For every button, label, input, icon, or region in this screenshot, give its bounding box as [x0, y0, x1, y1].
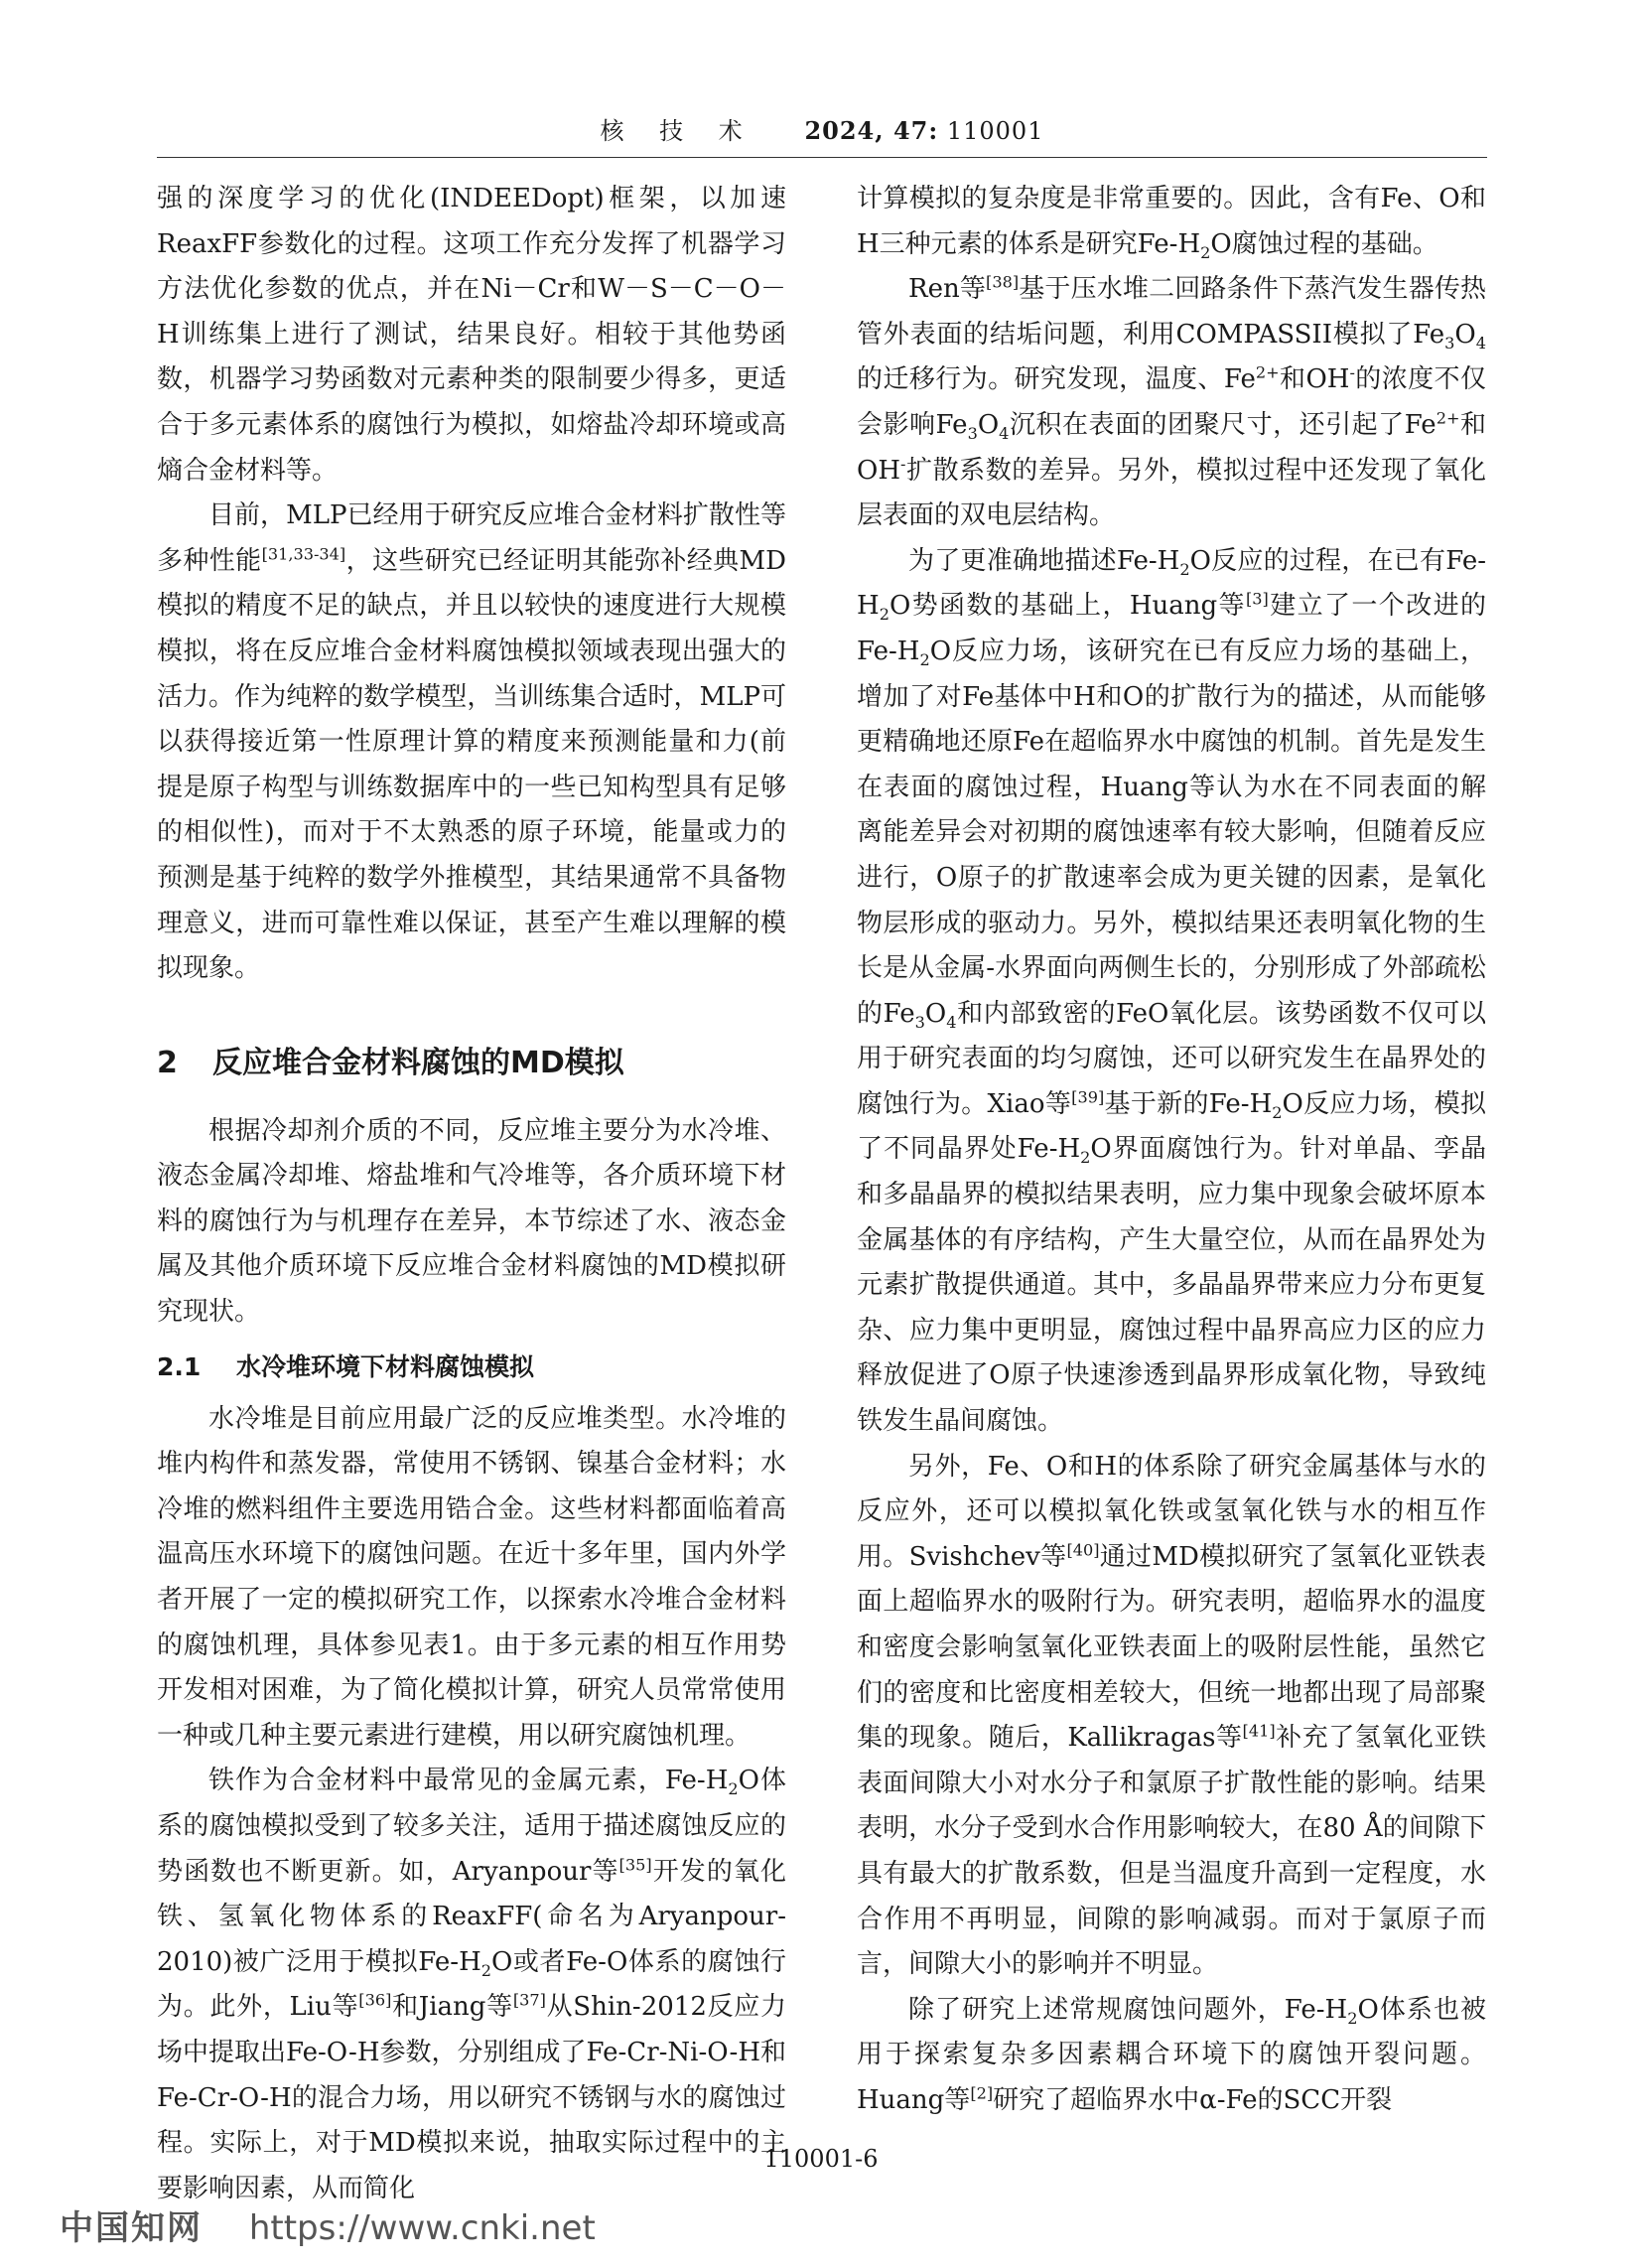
subsection-title: 水冷堆环境下材料腐蚀模拟 [236, 1351, 535, 1381]
cnki-url[interactable]: https://www.cnki.net [248, 2208, 596, 2248]
left-column [157, 177, 786, 2211]
paragraph: Ren等[38]基于压水堆二回路条件下蒸汽发生器传热管外表面的结垢问题，利用COMPASSII模拟了$Fe_3O_4$的迁移行为。研究发现，温度、$Fe^{2+}$和OH-的浓度不仅会影响$Fe_3O_4$沉积在表面的团聚尺寸，还引起了$Fe^{2+}$和OH-扩散系数的差异。另外，模拟过程中还发现了氧化层表面的双电层结构。 [857, 272, 1486, 531]
paragraph: 铁作为合金材料中最常见的金属元素，$Fe-H_2O$体系的腐蚀模拟受到了较多关注，适用于描述腐蚀反应的势函数也不断更新。如，Aryanpour等[35]开发的氧化铁、氢氧化物体系的ReaxFF(命名为Aryanpour-2010)被广泛用于模拟$Fe-H_2O$或者Fe-O体系的腐蚀行为。此外，Liu等[36]和Jiang等[37]从Shin-2012反应力场中提取出Fe-O-H参数，分别组成了Fe-Cr-Ni-O-H和Fe-Cr-O-H的混合力场，用以研究不锈钢与水的腐蚀过程。实际上，对于MD模拟来说，抽取实际过程中的主要影响因素，从而简化 [157, 1766, 787, 2203]
paragraph: 计算模拟的复杂度是非常重要的。因此，含有Fe、O和H三种元素的体系是研究$Fe-H_2O$腐蚀过程的基础。 [857, 184, 1486, 262]
article-id: 110001 [946, 117, 1044, 145]
citation-ref[interactable]: [41] [1242, 1721, 1276, 1741]
section-title: 反应堆合金材料腐蚀的MD模拟 [212, 1045, 624, 1080]
paragraph: 为了更准确地描述$Fe-H_2O$反应的过程，在已有$Fe-H_2O$势函数的基础上，Huang等[3]建立了一个改进的$Fe-H_2O$反应力场，该研究在已有反应力场的基础上，增加了对Fe基体中H和O的扩散行为的描述，从而能够更精确地还原Fe在超临界水中腐蚀的机制。首先是发生在表面的腐蚀过程，Huang等认为水在不同表面的解离能差异会对初期的腐蚀速率有较大影响，但随着反应进行，O原子的扩散速率会成为更关键的因素，是氧化物层形成的驱动力。另外，模拟结果还表明氧化物的生长是从金属-水界面向两侧生长的，分别形成了外部疏松的$Fe_3O_4$和内部致密的FeO氧化层。该势函数不仅可以用于研究表面的均匀腐蚀，还可以研究发生在晶界处的腐蚀行为。Xiao等[39]基于新的$Fe-H_2O$反应力场，模拟了不同晶界处$Fe-H_2O$界面腐蚀行为。针对单晶、孪晶和多晶晶界的模拟结果表明，应力集中现象会破坏原本金属基体的有序结构，产生大量空位，从而在晶界处为元素扩散提供通道。其中，多晶晶界带来应力分布更复杂、应力集中更明显，腐蚀过程中晶界高应力区的应力释放促进了O原子快速渗透到晶界形成氧化物，导致纯铁发生晶间腐蚀。 [857, 545, 1487, 1437]
paragraph: 目前，MLP已经用于研究反应堆合金材料扩散性等多种性能[31,33-34]，这些研究已经证明其能弥补经典MD模拟的精度不足的缺点，并且以较快的速度进行大规模模拟，将在反应堆合金材料腐蚀模拟领域表现出强大的活力。作为纯粹的数学模型，当训练集合适时，MLP可以获得接近第一性原理计算的精度来预测能量和力(前提是原子构型与训练数据库中的一些已知构型具有足够的相似性)，而对于不太熟悉的原子环境，能量或力的预测是基于纯粹的数学外推模型，其结果通常不具备物理意义，进而可靠性难以保证，甚至产生难以理解的模拟现象。 [157, 500, 786, 984]
citation-ref[interactable]: [31,33-34] [261, 544, 346, 564]
paragraph: 水冷堆是目前应用最广泛的反应堆类型。水冷堆的堆内构件和蒸发器，常使用不锈钢、镍基合金材料；水冷堆的燃料组件主要选用锆合金。这些材料都面临着高温高压水环境下的腐蚀问题。在近十多年里，国内外学者开展了一定的模拟研究工作，以探索水冷堆合金材料的腐蚀机理，具体参见表1。由于多元素的相互作用势开发相对困难，为了简化模拟计算，研究人员常常使用一种或几种主要元素进行建模，用以研究腐蚀机理。 [157, 1403, 786, 1751]
citation-ref[interactable]: [36] [358, 1990, 392, 2010]
citation-ref[interactable]: [3] [1245, 589, 1269, 609]
section-heading [157, 1042, 786, 1085]
watermark-footer [60, 2200, 596, 2248]
paragraph: 除了研究上述常规腐蚀问题外，$Fe-H_2O$体系也被用于探索复杂多因素耦合环境下的腐蚀开裂问题。Huang等[2]研究了超临界水中α-Fe的SCC开裂 [857, 1994, 1486, 2115]
right-column [857, 177, 1486, 2124]
citation-ref[interactable]: [2] [970, 2083, 994, 2103]
year-volume: 2024, 47: [804, 116, 939, 145]
citation-ref[interactable]: [37] [512, 1990, 546, 2010]
section-number: 2 [157, 1045, 178, 1080]
header-rule [157, 157, 1487, 158]
page-number: 110001-6 [763, 2145, 879, 2173]
subsection-heading [157, 1346, 786, 1389]
citation-ref[interactable]: [35] [618, 1854, 652, 1874]
paragraph: 强的深度学习的优化(INDEEDopt)框架，以加速ReaxFF参数化的过程。这项工作充分发挥了机器学习方法优化参数的优点，并在Ni－Cr和W－S－C－O－H训练集上进行了测试，结果良好。相较于其他势函数，机器学习势函数对元素种类的限制要少得多，更适合于多元素体系的腐蚀行为模拟，如熔盐冷却环境或高熵合金材料等。 [157, 184, 786, 486]
cnki-logo-text: 中国知网 [60, 2208, 203, 2248]
journal-name: 核 技 术 [600, 117, 756, 145]
citation-ref[interactable]: [38] [986, 272, 1020, 292]
citation-ref[interactable]: [40] [1066, 1540, 1100, 1560]
citation-ref[interactable]: [39] [1071, 1087, 1105, 1107]
subsection-number: 2.1 [157, 1351, 202, 1381]
paragraph: 另外，Fe、O和H的体系除了研究金属基体与水的反应外，还可以模拟氧化铁或氢氧化铁与水的相互作用。Svishchev等[40]通过MD模拟研究了氢氧化亚铁表面上超临界水的吸附行为。研究表明，超临界水的温度和密度会影响氢氧化亚铁表面上的吸附层性能，虽然它们的密度和比密度相差较大，但统一地都出现了局部聚集的现象。随后，Kallikragas等[41]补充了氢氧化亚铁表面间隙大小对水分子和氯原子扩散性能的影响。结果表明，水分子受到水合作用影响较大，在80 Å的间隙下具有最大的扩散系数，但是当温度升高到一定程度，水合作用不再明显，间隙的影响减弱。而对于氯原子而言，间隙大小的影响并不明显。 [857, 1451, 1486, 1980]
paragraph: 根据冷却剂介质的不同，反应堆主要分为水冷堆、液态金属冷却堆、熔盐堆和气冷堆等，各介质环境下材料的腐蚀行为与机理存在差异，本节综述了水、液态金属及其他介质环境下反应堆合金材料腐蚀的MD模拟研究现状。 [157, 1115, 786, 1328]
citation [804, 117, 1043, 145]
running-header [157, 111, 1487, 159]
